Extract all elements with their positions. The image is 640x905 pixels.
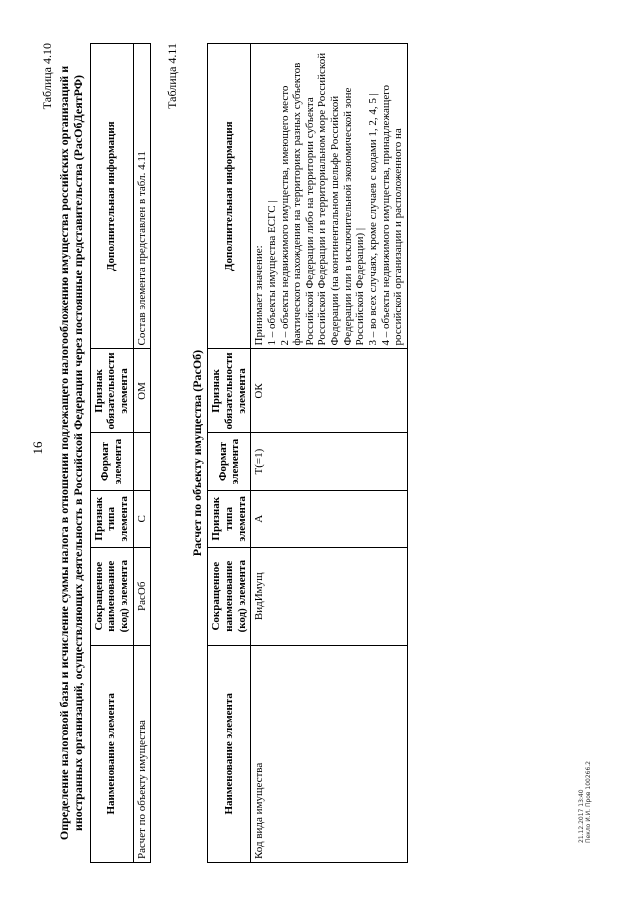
header-type: Признак типа элемента xyxy=(90,490,133,547)
header-format: Формат элемента xyxy=(208,432,251,489)
cell-info: Состав элемента представлен в табл. 4.11 xyxy=(133,43,151,348)
table-header-row xyxy=(90,43,133,862)
page-number: 16 xyxy=(30,441,45,455)
cell-name: Расчет по объекту имущества xyxy=(133,645,151,862)
table-4-11 xyxy=(207,43,408,863)
cell-type: А xyxy=(251,490,408,547)
header-code: Сокращенное наименование (код) элемента xyxy=(90,547,133,645)
info-intro: Принимает значение: xyxy=(253,244,266,345)
header-code: Сокращенное наименование (код) элемента xyxy=(208,547,251,645)
cell-required: ОК xyxy=(251,348,408,432)
cell-code: ВидИмущ xyxy=(251,547,408,645)
table-header-row xyxy=(208,43,251,862)
table-4-10-caption: Определение налоговой базы и исчисление суммы налога в отношении подлежащего налогообложению имущества российских организаций и иностранных организаций, осуществляющих деятельность в Российской Федерации через постоянные представительства (РасОбДеятРФ) xyxy=(57,65,86,840)
info-list xyxy=(266,47,405,345)
header-type: Признак типа элемента xyxy=(208,490,251,547)
cell-info xyxy=(251,43,408,348)
cell-name: Код вида имущества xyxy=(251,645,408,862)
header-info: Дополнительная информация xyxy=(90,43,133,348)
table-row xyxy=(133,43,151,862)
cell-required: ОМ xyxy=(133,348,151,432)
header-name: Наименование элемента xyxy=(90,645,133,862)
stamp-line-2: Пекло И.И. Пров 100266.2 xyxy=(584,760,592,843)
header-info: Дополнительная информация xyxy=(208,43,251,348)
cell-format: T(=1) xyxy=(251,432,408,489)
header-name: Наименование элемента xyxy=(208,645,251,862)
document-stamp xyxy=(578,760,592,842)
table-4-11-caption: Расчет по объекту имущества (РасОб) xyxy=(190,349,205,556)
cell-type: С xyxy=(133,490,151,547)
table-4-10-label: Таблица 4.10 xyxy=(40,42,54,109)
header-format: Формат элемента xyxy=(90,432,133,489)
table-row xyxy=(251,43,408,862)
table-4-11-label: Таблица 4.11 xyxy=(165,42,180,109)
info-item-3: 3 – во всех случаях, кроме случаев с кодами 1, 2, 4, 5 | xyxy=(367,92,380,345)
stamp-line-1: 21.12.2017 13:40 xyxy=(577,788,585,843)
info-item-1: 1 – объекты имущества ЕСГС | xyxy=(265,199,278,345)
table-4-10 xyxy=(90,43,152,863)
rotated-content xyxy=(40,43,600,863)
header-required: Признак обязательности элемента xyxy=(90,348,133,432)
info-item-4: 4 – объекты недвижимого имущества, принадлежащего российской организации и расположенного на xyxy=(379,84,405,345)
info-item-2: 2 – объекты недвижимого имущества, имеющего место фактического нахождения на территориях разных субъектов Российской Федерации либо на территории субъекта Российской Федерации и в территориальном море Российской Федерации (на континентальном шельфе Российской Федерации или в исключительной экономической зоне Российской Федерации) | xyxy=(278,52,367,345)
cell-code: РасОб xyxy=(133,547,151,645)
header-required: Признак обязательности элемента xyxy=(208,348,251,432)
cell-format xyxy=(133,432,151,489)
